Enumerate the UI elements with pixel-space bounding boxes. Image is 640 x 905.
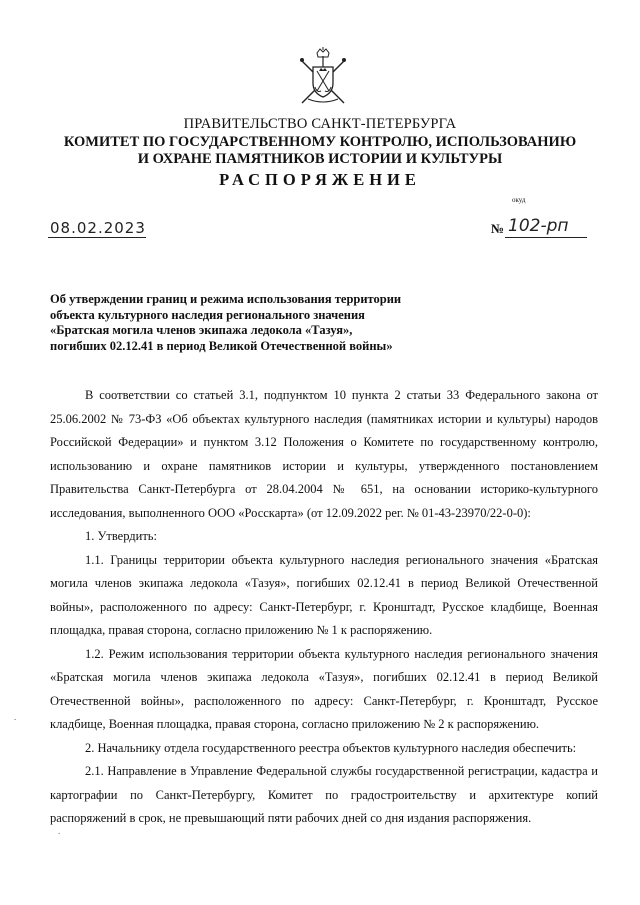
subject-line: погибших 02.12.41 в период Великой Отечественной войны»	[50, 338, 393, 353]
committee-title-line-1: КОМИТЕТ ПО ГОСУДАРСТВЕННОМУ КОНТРОЛЮ, ИСПОЛЬЗОВАНИЮ	[63, 134, 577, 150]
subject-line: «Братская могила членов экипажа ледокола «Тазуя»,	[50, 323, 353, 337]
preamble-paragraph: В соответствии со статьей 3.1, подпунктом 10 пункта 2 статьи 33 Федерального закона от 25.06.2002 № 73-ФЗ «Об объектах культурного наследия (памятниках истории и культуры) народов Российской Федерации» и пунктом 3.12 Положения о Комитете по государственному контролю, использованию и охране памятников истории и культуры, утвержденного постановлением Правительства Санкт-Петербурга от 28.04.2004 № 651, на основании историко-культурного исследования, выполненного ООО «Росскарта» (от 12.09.2022 рег. № 01-43-23970/22-0-0):	[50, 388, 598, 520]
clause-1-2: 1.2. Режим использования территории объекта культурного наследия регионального значения «Братская могила членов экипажа ледокола «Тазуя», погибших 02.12.41 в период Великой Отечественной войны», расположенного по адресу: Санкт-Петербург, г. Кронштадт, Русское кладбище, Военная площадка, правая сторона, согласно приложению № 2 к распоряжению.	[50, 646, 598, 731]
clause-1: 1. Утвердить:	[85, 529, 157, 543]
margin-mark: .	[14, 712, 17, 722]
committee-title-line-2: И ОХРАНЕ ПАМЯТНИКОВ ИСТОРИИ И КУЛЬТУРЫ	[137, 151, 503, 167]
subject-line: Об утверждении границ и режима использования территории	[50, 292, 402, 306]
government-title: ПРАВИТЕЛЬСТВО САНКТ-ПЕТЕРБУРГА	[183, 116, 457, 132]
document-date: 08.02.2023	[50, 219, 146, 237]
document-subject	[50, 292, 470, 354]
okud-code-label: окуд	[512, 196, 526, 204]
document-body	[50, 384, 598, 831]
subject-line: объекта культурного наследия регионального значения	[50, 307, 365, 322]
margin-mark: .	[58, 826, 61, 836]
committee-title	[0, 134, 640, 168]
clause-2: 2. Начальнику отдела государственного реестра объектов культурного наследия обеспечить:	[85, 740, 577, 755]
clause-1-1: 1.1. Границы территории объекта культурного наследия регионального значения «Братская могила членов экипажа ледокола «Тазуя», погибших 02.12.41 в период Великой Отечественной войны», расположенного по адресу: Санкт-Петербург, г. Кронштадт, Русское кладбище, Военная площадка, правая сторона, согласно приложению № 1 к распоряжению.	[50, 552, 598, 637]
date-underline	[48, 237, 146, 238]
document-type-title: РАСПОРЯЖЕНИЕ	[219, 170, 421, 189]
document-number: 102-рп	[508, 216, 569, 236]
clause-2-1: 2.1. Направление в Управление Федеральной службы государственной регистрации, кадастра и картографии по Санкт-Петербургу, Комитет по градостроительству и архитектуре копий распоряжений в срок, не превышающий пяти рабочих дней со дня издания распоряжения.	[50, 764, 598, 825]
document-number-label: №	[491, 221, 505, 236]
number-underline	[505, 237, 587, 238]
st-petersburg-coat-of-arms-icon	[298, 47, 348, 107]
